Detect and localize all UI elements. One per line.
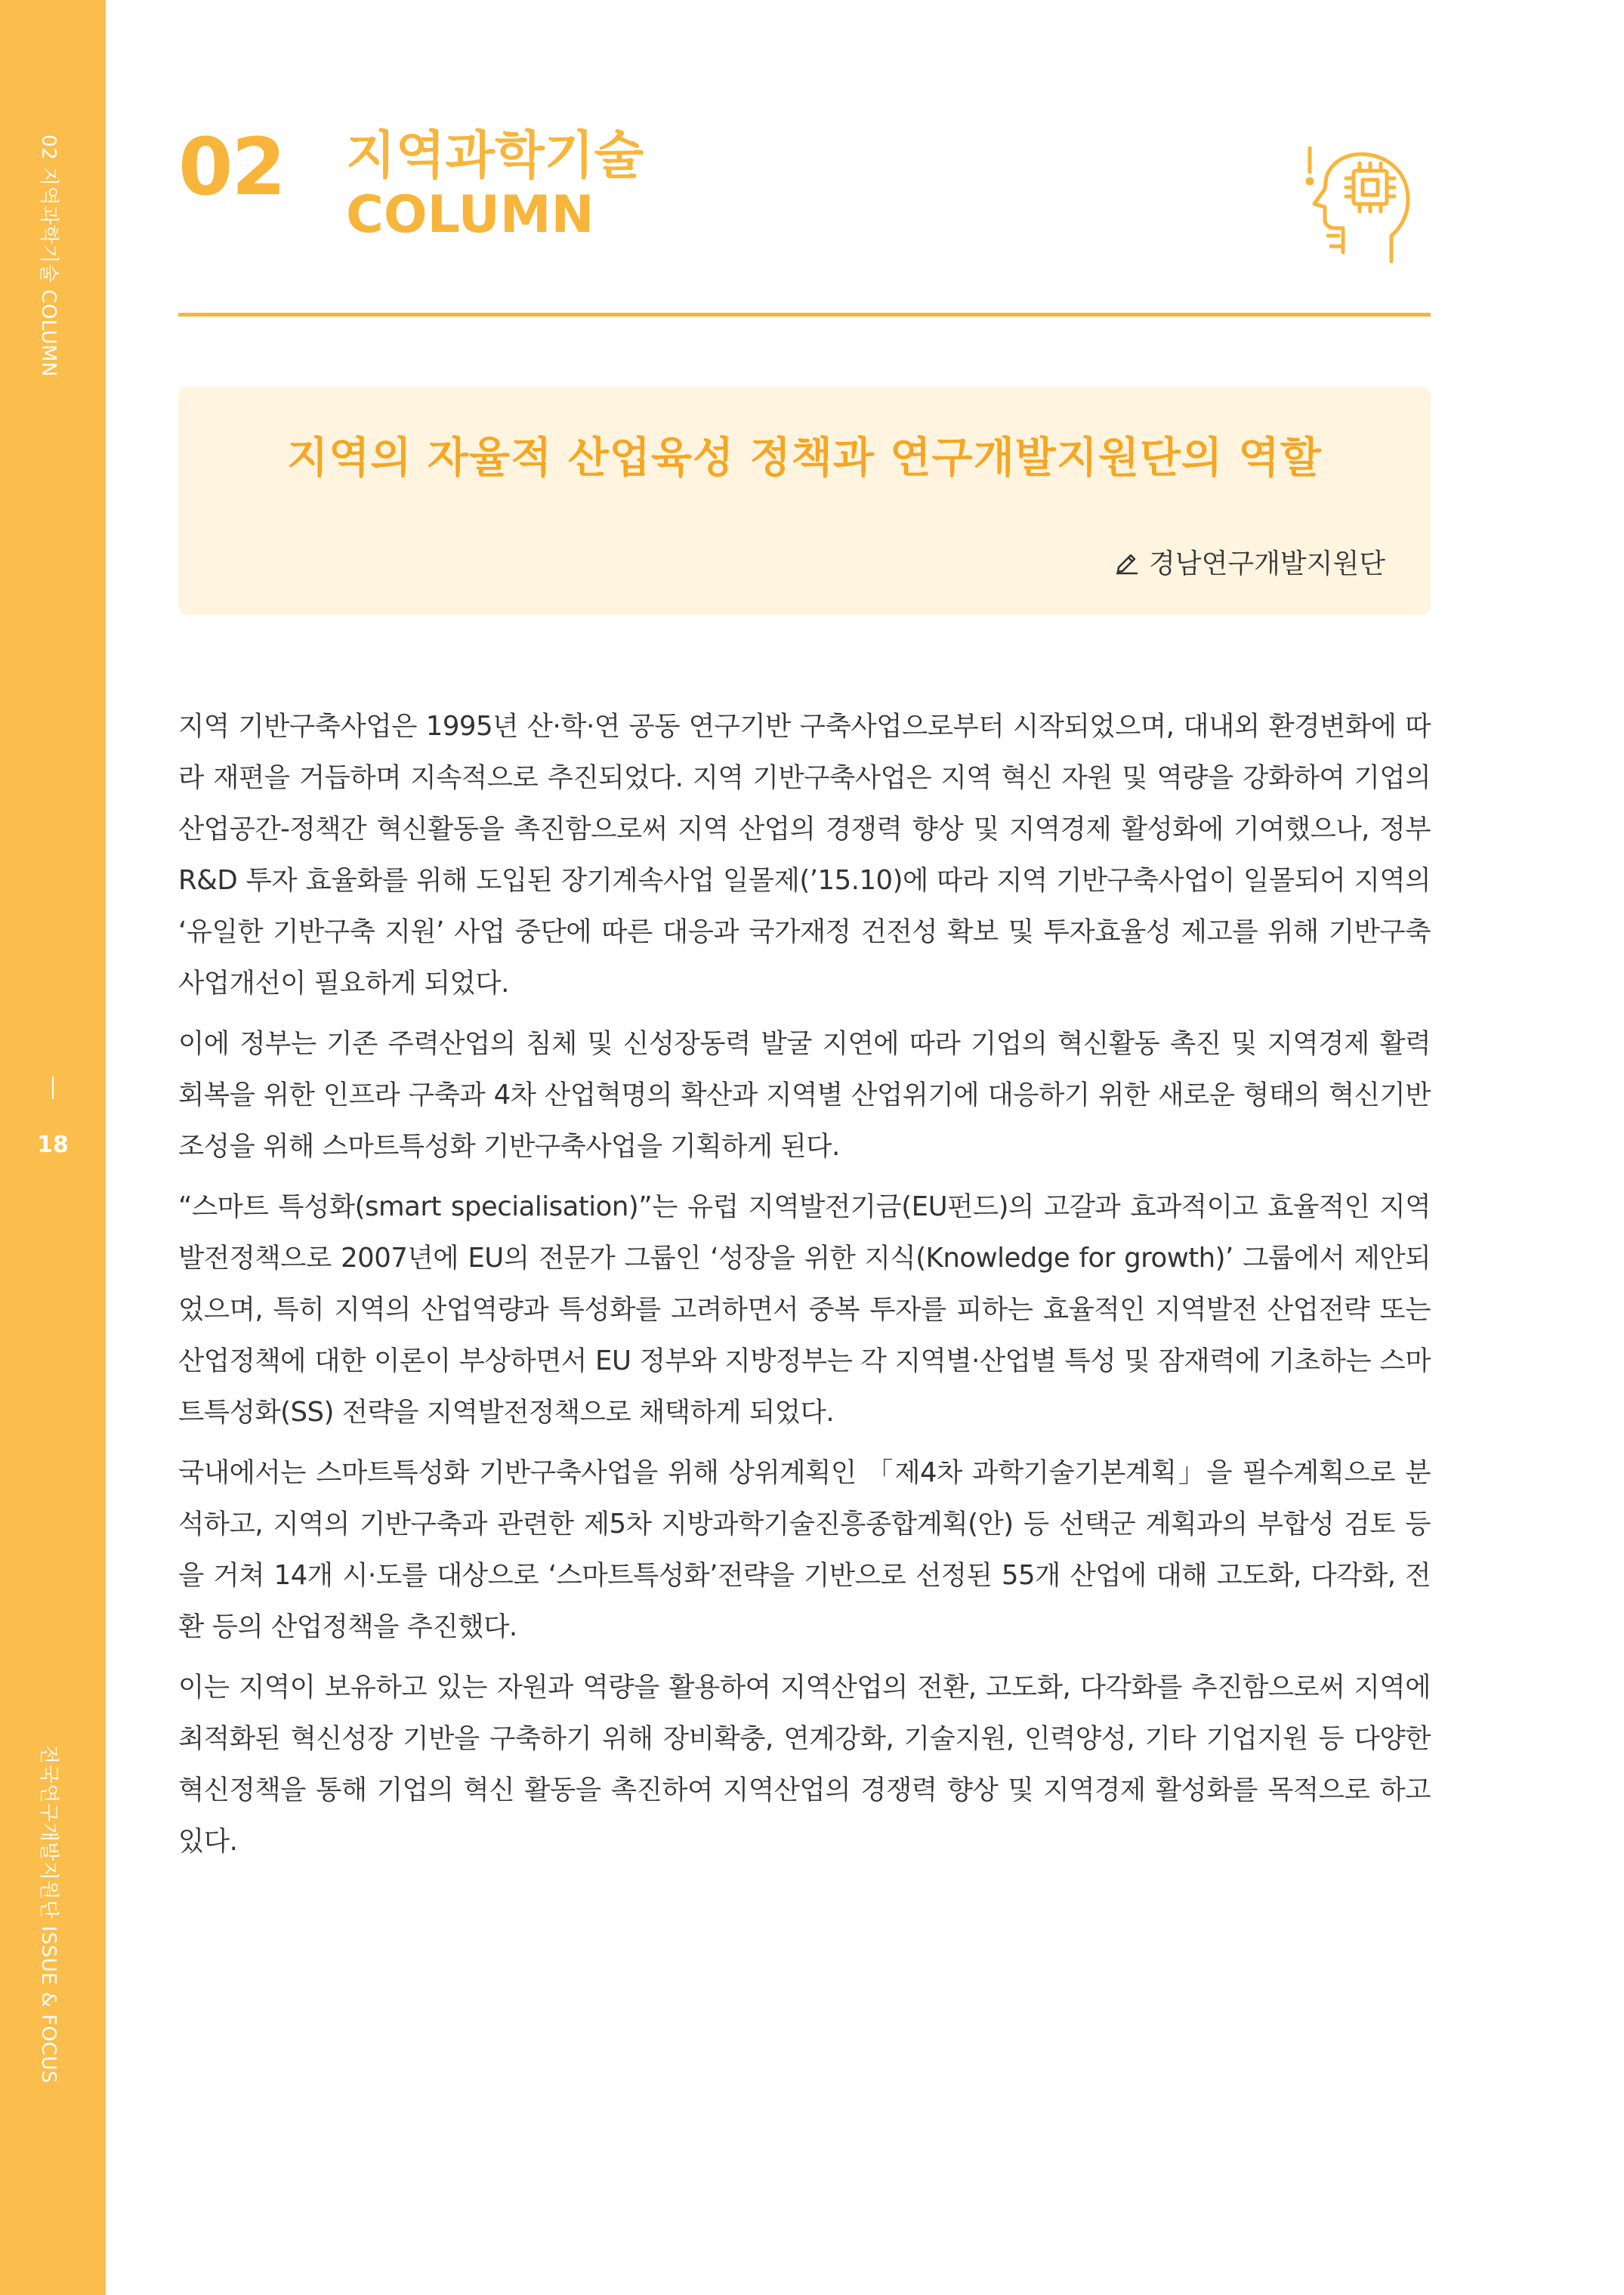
paragraph: 이는 지역이 보유하고 있는 자원과 역량을 활용하여 지역산업의 전환, 고도화, 다각화를 추진함으로써 지역에 최적화된 혁신성장 기반을 구축하기 위해 장비확충, 연계강화, 기술지원, 인력양성, 기타 기업지원 등 다양한 혁신정책을 통해 기업의 혁신 활동을 촉진하여 지역산업의 경쟁력 향상 및 지역경제 활성화를 목적으로 하고 있다. — [178, 1672, 1431, 1857]
paragraph: 이에 정부는 기존 주력산업의 침체 및 신성장동력 발굴 지연에 따라 기업의 혁신활동 촉진 및 지역경제 활력 회복을 위한 인프라 구축과 4차 산업혁명의 확산과 지역별 산업위기에 대응하기 위한 새로운 형태의 혁신기반 조성을 위해 스마트특성화 기반구축사업을 기획하게 된다. — [178, 1028, 1431, 1162]
pencil-icon — [1114, 549, 1140, 575]
section-number: 02 — [178, 121, 285, 213]
article-author — [1114, 542, 1385, 581]
paragraph: 국내에서는 스마트특성화 기반구축사업을 위해 상위계획인 「제4차 과학기술기본계획」을 필수계획으로 분석하고, 지역의 기반구축과 관련한 제5차 지방과학기술진흥종합계획(안) 등 선택군 계획과의 부합성 검토 등을 거쳐 14개 시·도를 대상으로 ‘스마트특성화’전략을 기반으로 선정된 55개 산업에 대해 고도화, 다각화, 전환 등의 산업정책을 추진했다. — [178, 1457, 1431, 1642]
header-divider — [178, 313, 1431, 317]
section-title-english: COLUMN — [346, 185, 594, 246]
side-bar — [0, 0, 106, 2295]
section-title-korean: 지역과학기술 — [346, 126, 644, 186]
section-label: 02 지역과학기술 COLUMN — [37, 134, 60, 378]
page-tick — [52, 1076, 54, 1099]
paragraph: 지역 기반구축사업은 1995년 산·학·연 공동 연구기반 구축사업으로부터 시작되었으며, 대내외 환경변화에 따라 재편을 거듭하며 지속적으로 추진되었다. 지역 기반구축사업은 지역 혁신 자원 및 역량을 강화하여 기업의 산업공간-정책간 혁신활동을 촉진함으로써 지역 산업의 경쟁력 향상 및 지역경제 활성화에 기여했으나, 정부R&D 투자 효율화를 위해 도입된 장기계속사업 일몰제(’15.10)에 따라 지역 기반구축사업이 일몰되어 지역의 ‘유일한 기반구축 지원’ 사업 중단에 따른 대응과 국가재정 건전성 확보 및 투자효율성 제고를 위해 기반구축 사업개선이 필요하게 되었다. — [178, 711, 1431, 999]
article-body — [178, 701, 1431, 1876]
article-title-box — [178, 387, 1431, 615]
publication-label: 전국연구개발지원단 ISSUE & FOCUS — [37, 1745, 60, 2083]
page-number: 18 — [37, 1132, 69, 1158]
paragraph: “스마트 특성화(smart specialisation)”는 유럽 지역발전기금(EU펀드)의 고갈과 효과적이고 효율적인 지역발전정책으로 2007년에 EU의 전문가 그룹인 ‘성장을 위한 지식(Knowledge for growth)’ 그룹에서 제안되었으며, 특히 지역의 산업역량과 특성화를 고려하면서 중복 투자를 피하는 효율적인 지역발전 산업전략 또는 산업정책에 대한 이론이 부상하면서 EU 정부와 지방정부는 각 지역별·산업별 특성 및 잠재력에 기초하는 스마트특성화(SS) 전략을 지역발전정책으로 채택하게 되었다. — [178, 1191, 1431, 1428]
author-name: 경남연구개발지원단 — [1149, 548, 1385, 579]
section-title — [346, 127, 644, 245]
head-chip-icon — [1295, 141, 1423, 269]
article-title: 지역의 자율적 산업육성 정책과 연구개발지원단의 역할 — [287, 434, 1322, 483]
